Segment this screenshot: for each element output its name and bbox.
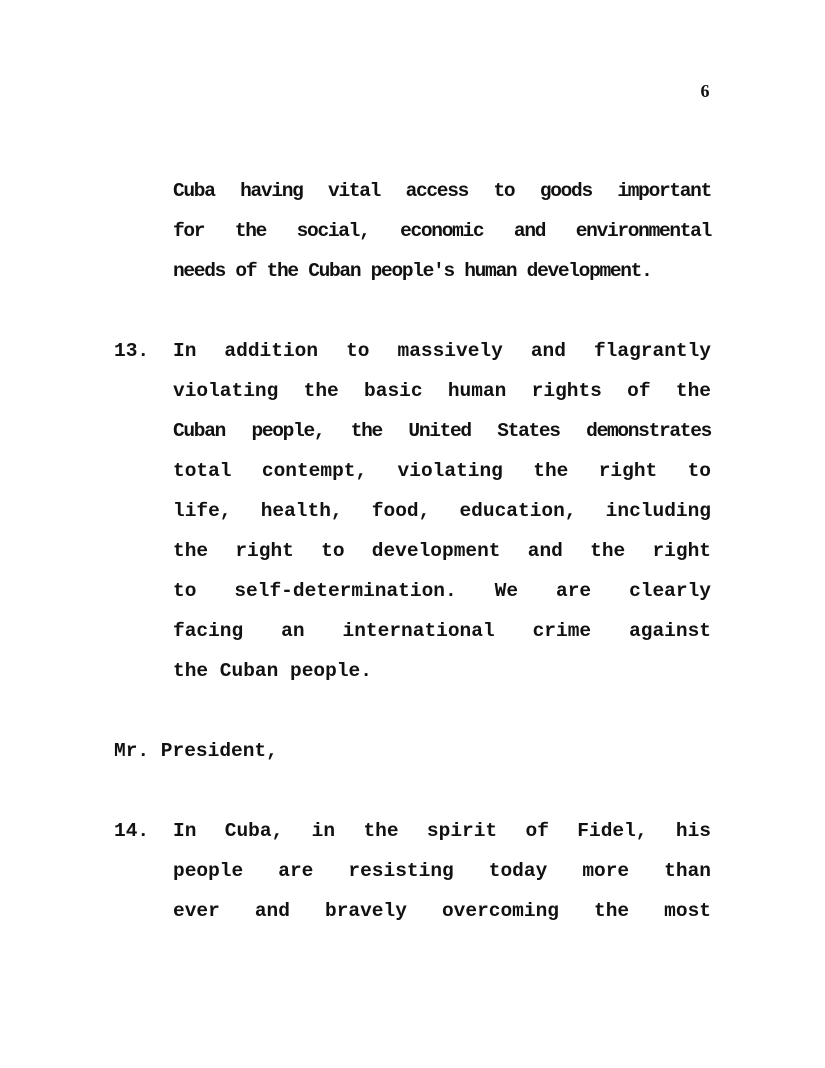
text-line: In addition to massively and flagrantly	[173, 340, 711, 362]
text-line: life, health, food, education, including	[173, 500, 711, 522]
text-line: needs of the Cuban people's human development.	[173, 260, 652, 282]
paragraph-number: 14.	[114, 820, 150, 842]
text-line: facing an international crime against	[173, 620, 711, 642]
paragraph-number: 13.	[114, 340, 150, 362]
text-line: people are resisting today more than	[173, 860, 711, 882]
text-line: the Cuban people.	[173, 660, 372, 682]
text-line: violating the basic human rights of the	[173, 380, 711, 402]
text-line: to self-determination. We are clearly	[173, 580, 711, 602]
text-line: ever and bravely overcoming the most	[173, 900, 711, 922]
text-line: total contempt, violating the right to	[173, 460, 711, 482]
text-line: the right to development and the right	[173, 540, 711, 562]
page-number: 6	[700, 81, 710, 101]
text-line: for the social, economic and environmental	[173, 220, 711, 242]
text-line: In Cuba, in the spirit of Fidel, his	[173, 820, 711, 842]
salutation: Mr. President,	[114, 740, 278, 762]
text-line: Cuba having vital access to goods important	[173, 180, 711, 202]
text-line: Cuban people, the United States demonstrates	[173, 420, 711, 442]
